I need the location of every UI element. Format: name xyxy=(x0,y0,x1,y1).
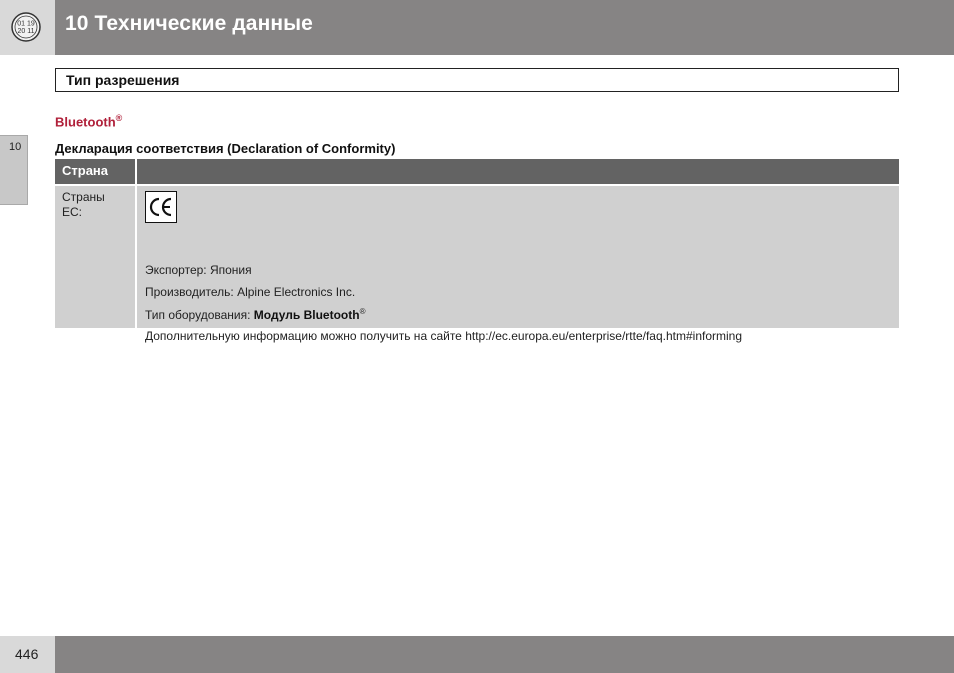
more-info-text: Дополнительную информацию можно получить на сайте http://ec.europa.eu/enterprise/rtte/faq.htm#informing xyxy=(145,329,743,343)
conformity-table xyxy=(55,159,899,343)
section-title-box xyxy=(55,68,899,92)
manufacturer-text: Производитель: Alpine Electronics Inc. xyxy=(145,285,356,299)
section-title: Тип разрешения xyxy=(66,72,180,88)
declaration-heading: Декларация соответствия (Declaration of Conformity) xyxy=(55,141,396,156)
header-icon-box xyxy=(0,0,55,55)
table-header-country: Страна xyxy=(55,159,137,184)
ce-mark-icon xyxy=(145,191,177,223)
page-title: 10 Технические данные xyxy=(65,12,313,35)
page-number: 446 xyxy=(15,646,39,662)
header-icon-text-bottom: 20 11 xyxy=(17,28,35,35)
table-row xyxy=(55,186,899,343)
bluetooth-heading-text: Bluetooth xyxy=(55,114,116,130)
country-cell xyxy=(55,186,137,328)
country-line-2: ЕС: xyxy=(62,205,83,219)
calendar-badge-icon xyxy=(11,12,41,42)
exporter-text: Экспортер: Япония xyxy=(145,263,252,277)
equipment-registered-mark: ® xyxy=(359,307,366,316)
equipment-prefix: Тип оборудования: xyxy=(145,308,254,322)
page-number-box xyxy=(0,636,55,673)
page-header xyxy=(0,0,954,55)
chapter-tab xyxy=(0,135,28,205)
country-line-1: Страны xyxy=(62,190,105,204)
table-header-blank xyxy=(137,159,899,184)
info-cell xyxy=(137,186,899,343)
equipment-text xyxy=(145,307,365,322)
header-icon-text-top: 01 19 xyxy=(17,20,35,28)
table-header-row xyxy=(55,159,899,184)
bluetooth-registered-mark: ® xyxy=(115,113,123,123)
bluetooth-heading xyxy=(55,113,122,129)
equipment-name: Модуль Bluetooth xyxy=(253,308,360,322)
chapter-tab-label: 10 xyxy=(9,141,22,153)
page-footer xyxy=(0,636,954,673)
